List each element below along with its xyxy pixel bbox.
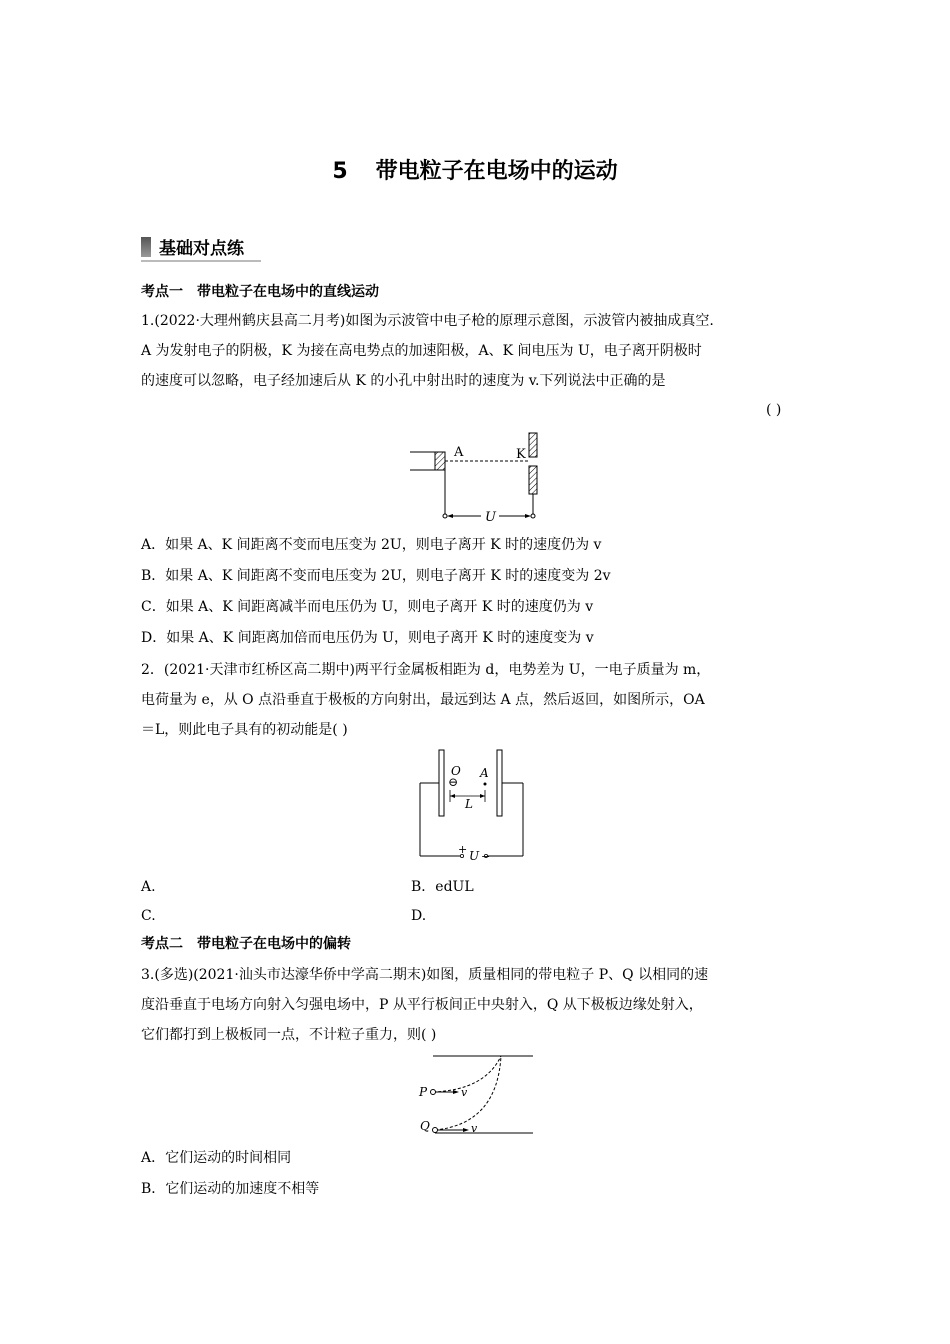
label-l: L — [465, 797, 473, 811]
point-a — [484, 783, 487, 786]
q3-line-3: 它们都打到上极板同一点，不计粒子重力，则( ) — [141, 1027, 437, 1043]
page-title — [0, 154, 950, 185]
right-plate — [497, 750, 502, 816]
section-bar-icon — [141, 237, 151, 257]
electron-symbol: ⊖ — [448, 775, 459, 789]
particle-p — [431, 1090, 436, 1095]
label-v1: v — [461, 1086, 468, 1099]
q1-option-d[interactable]: D．如果 A、K 间距离加倍而电压仍为 U，则电子离开 K 时的速度变为 v — [141, 630, 594, 646]
section-heading-text: 基础对点练 — [159, 239, 244, 259]
keypoint-1 — [141, 282, 379, 302]
keypoint-1-text: 带电粒子在电场中的直线运动 — [197, 284, 379, 300]
cathode-a — [435, 452, 445, 470]
q2-option-d[interactable]: D. — [411, 908, 427, 924]
label-plus: + — [458, 843, 468, 856]
q2-option-b[interactable]: B．edUL — [411, 879, 474, 895]
anode-k-upper — [529, 433, 537, 457]
left-plate — [439, 750, 444, 816]
label-a: A — [480, 766, 489, 780]
label-p: P — [419, 1085, 428, 1099]
q3-deflection-diagram — [415, 1050, 540, 1138]
q3-line-1: 3.(多选)(2021·汕头市达濠华侨中学高二期末)如图，质量相同的带电粒子 P、Q 以相同的速 — [141, 967, 709, 983]
q2-line-3: ＝L，则此电子具有的初动能是( ) — [141, 722, 348, 738]
q3-option-a[interactable]: A．它们运动的时间相同 — [141, 1150, 292, 1166]
q3-line-2: 度沿垂直于电场方向射入匀强电场中，P 从平行板间正中央射入，Q 从下极板边缘处射入， — [141, 997, 703, 1013]
q2-parallel-plates-diagram — [415, 746, 530, 864]
keypoint-2-text: 带电粒子在电场中的偏转 — [197, 936, 351, 952]
particle-q — [433, 1128, 438, 1133]
label-k: K — [516, 447, 526, 462]
title-number: 5 — [332, 159, 348, 184]
q1-electron-gun-diagram — [405, 428, 555, 523]
label-u: U — [485, 510, 496, 523]
keypoint-2 — [141, 934, 351, 954]
label-a: A — [454, 445, 464, 460]
q1-line-2: A 为发射电子的阴极，K 为接在高电势点的加速阳极，A、K 间电压为 U，电子离开阴极时 — [141, 343, 702, 359]
q3-option-b[interactable]: B．它们运动的加速度不相等 — [141, 1181, 320, 1197]
q1-line-1: 1.(2022·大理州鹤庆县高二月考)如图为示波管中电子枪的原理示意图，示波管内被抽成真空. — [141, 313, 714, 329]
q1-option-b[interactable]: B．如果 A、K 间距离不变而电压变为 2U，则电子离开 K 时的速度变为 2v — [141, 568, 611, 584]
label-v2: v — [471, 1122, 478, 1135]
title-text: 带电粒子在电场中的运动 — [375, 159, 618, 184]
q2-option-a[interactable]: A. — [141, 879, 156, 895]
q1-answer-bracket: ( ) — [766, 402, 782, 418]
q2-line-2: 电荷量为 e，从 O 点沿垂直于极板的方向射出，最远到达 A 点，然后返回，如图所示，OA — [141, 692, 705, 708]
label-u: U — [469, 849, 480, 863]
keypoint-2-label: 考点二 — [141, 936, 183, 952]
label-o: O — [451, 764, 461, 778]
section-heading — [141, 234, 244, 259]
q1-option-a[interactable]: A．如果 A、K 间距离不变而电压变为 2U，则电子离开 K 时的速度仍为 v — [141, 537, 602, 553]
keypoint-1-label: 考点一 — [141, 284, 183, 300]
q1-option-c[interactable]: C．如果 A、K 间距离减半而电压仍为 U，则电子离开 K 时的速度仍为 v — [141, 599, 594, 615]
q1-line-3: 的速度可以忽略，电子经加速后从 K 的小孔中射出时的速度为 v.下列说法中正确的是 — [141, 373, 666, 389]
section-underline — [141, 260, 261, 262]
path-q — [435, 1056, 501, 1130]
label-minus: − — [481, 850, 491, 863]
label-q: Q — [420, 1119, 430, 1133]
q2-line-1: 2．(2021·天津市红桥区高二期中)两平行金属板相距为 d，电势差为 U，一电子质量为 m， — [141, 662, 711, 678]
q2-option-c[interactable]: C. — [141, 908, 156, 924]
anode-k-lower — [529, 466, 537, 494]
